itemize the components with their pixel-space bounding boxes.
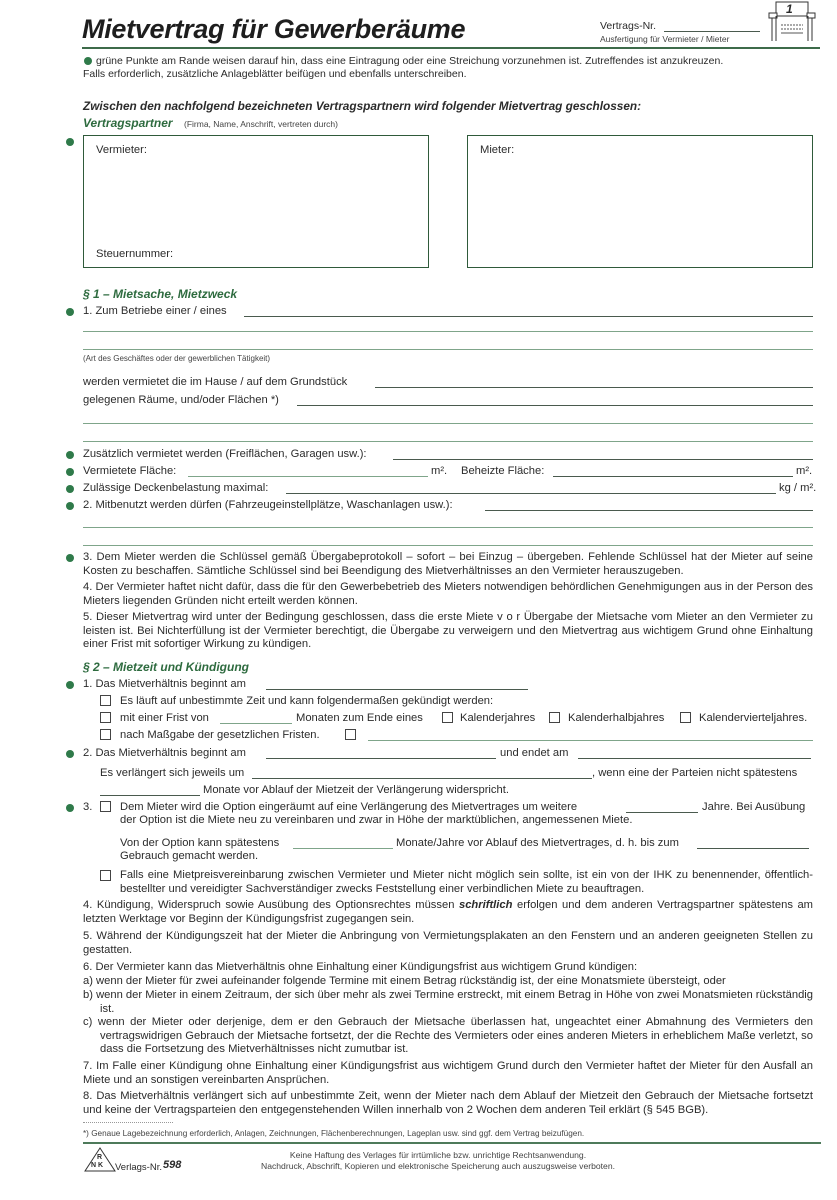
additional-label: Zusätzlich vermietet werden (Freiflächen, Garagen usw.): <box>83 448 367 460</box>
shared-use-label: 2. Mitbenutzt werden dürfen (Fahrzeugeinstellplätze, Waschanlagen usw.): <box>83 499 453 511</box>
option-latest-label: Von der Option kann spätestens <box>120 837 280 849</box>
load-unit: kg / m². <box>779 482 817 494</box>
start-date-field[interactable] <box>266 689 528 690</box>
permits-clause: 4. Der Vermieter haftet nicht dafür, dass die für den Gewerbebetrieb des Mieters notwendigen behördlichen Genehmigungen aus in der Person des Mieters liegenden Gründen nicht erteilt werden können. <box>83 581 813 607</box>
unlimited-label: Es läuft auf unbestimmte Zeit und kann folgendermaßen gekündigt werden: <box>120 695 494 707</box>
additional-field[interactable] <box>393 459 813 460</box>
extends-label: Es verlängert sich jeweils um <box>100 767 245 779</box>
heated-field[interactable] <box>553 476 793 477</box>
shared-use-field[interactable] <box>485 510 813 511</box>
disclaimer-2: Nachdruck, Abschrift, Kopieren und elektronische Speicherung auch auszugsweise verboten. <box>261 1161 615 1171</box>
other-checkbox[interactable] <box>345 729 356 740</box>
keys-clause: 3. Dem Mieter werden die Schlüssel gemäß Übergabeprotokoll – sofort – bei Einzug – übergeben. Fehlende Schlüssel hat der Mieter auf seine Kosten zu beschaffen. Sämtliche Schlüssel sind bei Beendigung des Mietverhältnisses an den Vermieter herauszugeben. <box>83 551 813 577</box>
green-dot-icon <box>66 451 74 459</box>
rented-in-label: werden vermietet die im Hause / auf dem Grundstück <box>83 376 348 388</box>
parties-heading: Zwischen den nachfolgend bezeichneten Vertragspartnern wird folgender Mietvertrag geschlossen: <box>83 99 642 113</box>
copy-label: Ausfertigung für Vermieter / Mieter <box>600 34 730 44</box>
section2-heading: § 2 – Mietzeit und Kündigung <box>83 660 249 674</box>
green-dot-icon <box>66 681 74 689</box>
legal-notice-checkbox[interactable] <box>100 729 111 740</box>
green-dot-icon <box>84 57 92 65</box>
extends-condition: , wenn eine der Parteien nicht spätestens <box>592 767 798 779</box>
publisher-label: Verlags-Nr. <box>115 1162 162 1173</box>
footer-rule <box>83 1142 821 1144</box>
logo-bottom-letters: N K <box>91 1162 104 1169</box>
contract-no-field[interactable] <box>664 31 760 32</box>
business-field-1[interactable] <box>244 316 813 317</box>
notice-months-label: Monaten zum Ende eines <box>296 712 423 724</box>
tenant-label: Mieter: <box>480 144 515 156</box>
heated-unit: m². <box>796 465 813 477</box>
green-dot-icon <box>66 554 74 562</box>
fixed-start-label: 2. Das Mietverhältnis beginnt am <box>83 747 246 759</box>
end-label: und endet am <box>500 747 569 759</box>
ihk-clause: Falls eine Mietpreisvereinbarung zwischen Vermieter und Mieter nicht möglich sein sollte, ist ein von der IHK zu benennender, öffentlich-bestellter und vereidigter Sachverständiger zwecks Feststellung einer verbindlichen Miete zu beauftragen. <box>120 869 813 895</box>
intro-line-1: grüne Punkte am Rande weisen darauf hin, dass eine Eintragung oder eine Streichung vorzunehmen ist. Zutreffendes ist anzukreuzen. <box>96 55 724 67</box>
parties-label: Vertragspartner <box>83 116 173 130</box>
green-dot-icon <box>66 804 74 812</box>
heated-label: Beheizte Fläche: <box>461 465 545 477</box>
rooms-field-3[interactable] <box>83 441 813 442</box>
business-field-3[interactable] <box>83 349 813 350</box>
intro-line-2: Falls erforderlich, zusätzliche Anlageblätter beifügen und ebenfalls unterschreiben. <box>83 68 467 80</box>
load-label: Zulässige Deckenbelastung maximal: <box>83 482 269 494</box>
page-number: 1 <box>786 2 793 16</box>
posters-clause: 5. Während der Kündigungszeit hat der Mieter die Anbringung von Vermietungsplakaten an den Fenstern und an anderen geeigneten Stellen zu gestatten. <box>83 930 813 956</box>
contract-no-label: Vertrags-Nr. <box>600 20 657 32</box>
address-field[interactable] <box>375 387 813 388</box>
extension-clause: 8. Das Mietverhältnis verlängert sich auf unbestimmte Zeit, wenn der Mieter nach dem Ablauf der Mietzeit den Gebrauch der Mietsache fortsetzt und keine der Vertragsparteien den entgegenstehenden Willen innerhalb von 2 Wochen dem anderen Teil erklärt (§ 545 BGB). <box>83 1090 813 1116</box>
option-before-label: Monate/Jahre vor Ablauf des Mietvertrages, d. h. bis zum <box>396 837 679 849</box>
rooms-field-2[interactable] <box>83 423 813 424</box>
half-year-label: Kalenderhalbjahres <box>568 712 665 724</box>
extends-field[interactable] <box>252 778 592 779</box>
option-text-a: Dem Mieter wird die Option eingeräumt auf eine Verlängerung des Mietvertrages um weitere <box>120 801 578 813</box>
objection-label: Monate vor Ablauf der Mietzeit der Verlängerung widerspricht. <box>203 784 509 796</box>
liability-clause: 7. Im Falle einer Kündigung ohne Einhaltung einer Kündigungsfrist aus wichtigem Grund durch den Vermieter haftet der Mieter für den Ausfall an Miete und an sonstigen vereinbarten Ansprüchen. <box>83 1060 813 1086</box>
half-year-checkbox[interactable] <box>549 712 560 723</box>
termination-b: b) wenn der Mieter in einem Zeitraum, der sich über mehr als zwei Termine erstreckt, mit einem Betrag in Höhe von zwei Monatsmieten rückständig ist. <box>83 989 813 1015</box>
disclaimer-1: Keine Haftung des Verlages für irrtümliche bzw. unrichtige Rechtsanwendung. <box>289 1150 587 1160</box>
fixed-start-field[interactable] <box>266 758 496 759</box>
unlimited-checkbox[interactable] <box>100 695 111 706</box>
quarter-year-label: Kalendervierteljahres. <box>699 712 808 724</box>
parties-note: (Firma, Name, Anschrift, vertreten durch) <box>184 119 338 129</box>
written-form-text-b: erfolgen und dem anderen Vertragspartner spätestens am letzten Werktage vor Beginn der Kündigungsfrist zugegangen sein. <box>83 899 814 925</box>
ihk-checkbox[interactable] <box>100 870 111 881</box>
option-text-b: Jahre. Bei Ausübung <box>702 801 806 813</box>
termination-a: a) wenn der Mieter für zwei aufeinander folgende Termine mit einem Betrag rückständig ist, der eine Monatsmiete übersteigt, oder <box>83 975 726 987</box>
area-label: Vermietete Fläche: <box>83 465 177 477</box>
shared-use-field-2[interactable] <box>83 527 813 528</box>
tax-number-label: Steuernummer: <box>96 248 174 260</box>
green-dot-icon <box>66 138 74 146</box>
area-unit: m². <box>431 465 448 477</box>
section1-heading: § 1 – Mietsache, Mietzweck <box>83 287 238 301</box>
tenant-box[interactable] <box>467 135 813 268</box>
green-dot-icon <box>66 308 74 316</box>
green-dot-icon <box>66 750 74 758</box>
green-dot-icon <box>66 468 74 476</box>
quarter-year-checkbox[interactable] <box>680 712 691 723</box>
other-field[interactable] <box>368 740 813 741</box>
option-text-c: der Option ist die Miete neu zu vereinbaren und zwar in Höhe der marktüblichen, angemessenen Miete. <box>120 814 633 826</box>
termination-c: c) wenn der Mieter oder derjenige, dem er den Gebrauch der Mietsache überlassen hat, ungeachtet einer Abmahnung des Vermieters den vertragswidrigen Gebrauch der Mietsache fortsetzt, der die Rechte des Vermieters oder eines anderen Mieters in erheblichem Maße verletzt, so dass die Fortsetzung des Mietverhältnisses nicht zumutbar ist. <box>83 1016 813 1055</box>
header-rule <box>82 47 820 49</box>
business-note: (Art des Geschäftes oder der gewerblichen Tätigkeit) <box>83 354 271 363</box>
load-field[interactable] <box>286 493 776 494</box>
option-checkbox[interactable] <box>100 801 111 812</box>
footnote-rule <box>83 1122 173 1123</box>
green-dot-icon <box>66 502 74 510</box>
calendar-year-checkbox[interactable] <box>442 712 453 723</box>
green-dot-icon <box>66 485 74 493</box>
notice-checkbox[interactable] <box>100 712 111 723</box>
business-label: 1. Zum Betriebe einer / eines <box>83 305 227 317</box>
end-date-field[interactable] <box>578 758 811 759</box>
rooms-label: gelegenen Räume, und/oder Flächen *) <box>83 394 279 406</box>
landlord-label: Vermieter: <box>96 144 147 156</box>
logo-top-letter: R <box>97 1154 103 1161</box>
objection-months-field[interactable] <box>100 795 200 796</box>
legal-notice-label: nach Maßgabe der gesetzlichen Fristen. <box>120 729 320 741</box>
business-field-2[interactable] <box>83 331 813 332</box>
first-rent-clause: 5. Dieser Mietvertrag wird unter der Bedingung geschlossen, dass die erste Miete v o r Übergabe der Mietsache vom Mieter an den Vermieter zu leisten ist. Bei Nichterfüllung ist der Vermieter berechtigt, die Übergabe zu verweigern und den Mietvertrag aus wichtigem Grund ohne Einhaltung einer Frist mit sofortiger Wirkung zu kündigen. <box>83 611 813 650</box>
option-number: 3. <box>83 801 93 813</box>
start-label: 1. Das Mietverhältnis beginnt am <box>83 678 246 690</box>
rooms-field[interactable] <box>297 405 813 406</box>
option-years-field[interactable] <box>626 812 698 813</box>
written-form-text-a: 4. Kündigung, Widerspruch sowie Ausübung des Optionsrechtes müssen <box>83 899 455 911</box>
written-form-bold: schriftlich <box>458 899 513 911</box>
notice-months-field[interactable] <box>220 723 292 724</box>
termination-clause: 6. Der Vermieter kann das Mietverhältnis ohne Einhaltung einer Kündigungsfrist aus wichtigem Grund kündigen: <box>83 961 638 973</box>
publisher-logo-icon <box>83 1146 117 1172</box>
written-form-clause <box>83 899 813 926</box>
option-deadline-field[interactable] <box>697 848 809 849</box>
option-used-label: Gebrauch gemacht werden. <box>120 850 259 862</box>
page-title: Mietvertrag für Gewerberäume <box>82 14 466 44</box>
notice-label: mit einer Frist von <box>120 712 209 724</box>
shared-use-field-3[interactable] <box>83 545 813 546</box>
footnote: *) Genaue Lagebezeichnung erforderlich, Anlagen, Zeichnungen, Flächenberechnungen, Lageplan usw. sind ggf. dem Vertrag beizufügen. <box>83 1129 585 1138</box>
calendar-year-label: Kalenderjahres <box>460 712 536 724</box>
option-latest-field[interactable] <box>293 848 393 849</box>
publisher-number: 598 <box>163 1159 182 1171</box>
area-field[interactable] <box>188 476 428 477</box>
landlord-box[interactable] <box>83 135 429 268</box>
